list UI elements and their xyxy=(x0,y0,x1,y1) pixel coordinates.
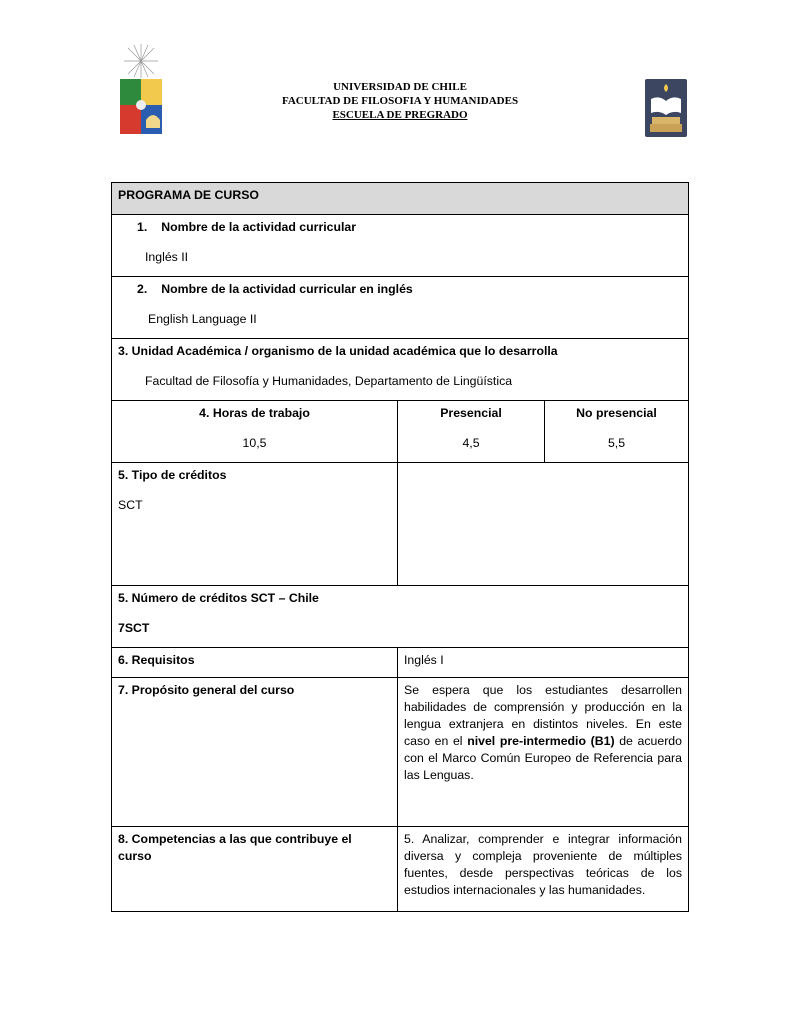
activity-name-english-value: English Language II xyxy=(148,312,257,326)
purpose-value xyxy=(397,677,689,827)
presencial-label: Presencial xyxy=(440,406,502,420)
empty-cell xyxy=(397,462,689,586)
section-number: 2. xyxy=(137,282,148,296)
academic-unit-value: Facultad de Filosofía y Humanidades, Departamento de Lingüística xyxy=(145,374,513,388)
work-hours-value: 10,5 xyxy=(242,436,267,450)
work-hours-presencial xyxy=(397,400,545,463)
header-faculty: FACULTAD DE FILOSOFIA Y HUMANIDADES xyxy=(281,95,519,107)
work-hours-total xyxy=(111,400,398,463)
section-label: 3. Unidad Académica / organismo de la unidad académica que lo desarrolla xyxy=(118,344,558,358)
section-label: Nombre de la actividad curricular en inglés xyxy=(161,282,413,296)
requirements-label: 6. Requisitos xyxy=(111,647,398,678)
header-school: ESCUELA DE PREGRADO xyxy=(332,109,468,121)
purpose-level: nivel pre-intermedio (B1) xyxy=(467,734,615,748)
purpose-label: 7. Propósito general del curso xyxy=(111,677,398,827)
section-label: 5. Número de créditos SCT – Chile xyxy=(118,591,319,605)
section-activity-name-english xyxy=(111,276,689,339)
program-title: PROGRAMA DE CURSO xyxy=(111,182,689,215)
purpose-text-end: de acuerdo con el Marco Común Europeo de Referencia para las Lenguas. xyxy=(404,734,682,782)
section-number: 1. xyxy=(137,220,148,234)
activity-name-value: Inglés II xyxy=(145,250,189,264)
section-credit-type xyxy=(111,462,398,586)
competencies-value: 5. Analizar, comprender e integrar información diversa y compleja proveniente de múltiples fuentes, desde perspectivas teóricas de los estudios internacionales y las humanidades. xyxy=(397,826,689,912)
header-university: UNIVERSIDAD DE CHILE xyxy=(333,81,467,93)
faculty-logo xyxy=(645,79,687,137)
section-label: 4. Horas de trabajo xyxy=(199,406,310,420)
no-presencial-value: 5,5 xyxy=(607,436,626,450)
purpose-text: Se espera que los estudiantes desarrollen habilidades de comprensión y producción en la lengua extranjera en distintos niveles. En este caso en el xyxy=(404,683,682,748)
section-academic-unit xyxy=(111,338,689,401)
requirements-value: Inglés I xyxy=(397,647,689,678)
section-activity-name xyxy=(111,214,689,277)
no-presencial-label: No presencial xyxy=(576,406,657,420)
section-label: 5. Tipo de créditos xyxy=(118,468,227,482)
credit-number-value: 7SCT xyxy=(118,621,150,635)
credit-type-value: SCT xyxy=(118,498,143,512)
competencies-label: 8. Competencias a las que contribuye el curso xyxy=(111,826,398,912)
section-label: Nombre de la actividad curricular xyxy=(161,220,357,234)
presencial-value: 4,5 xyxy=(462,436,480,450)
section-credit-number xyxy=(111,585,689,648)
work-hours-no-presencial xyxy=(544,400,689,463)
